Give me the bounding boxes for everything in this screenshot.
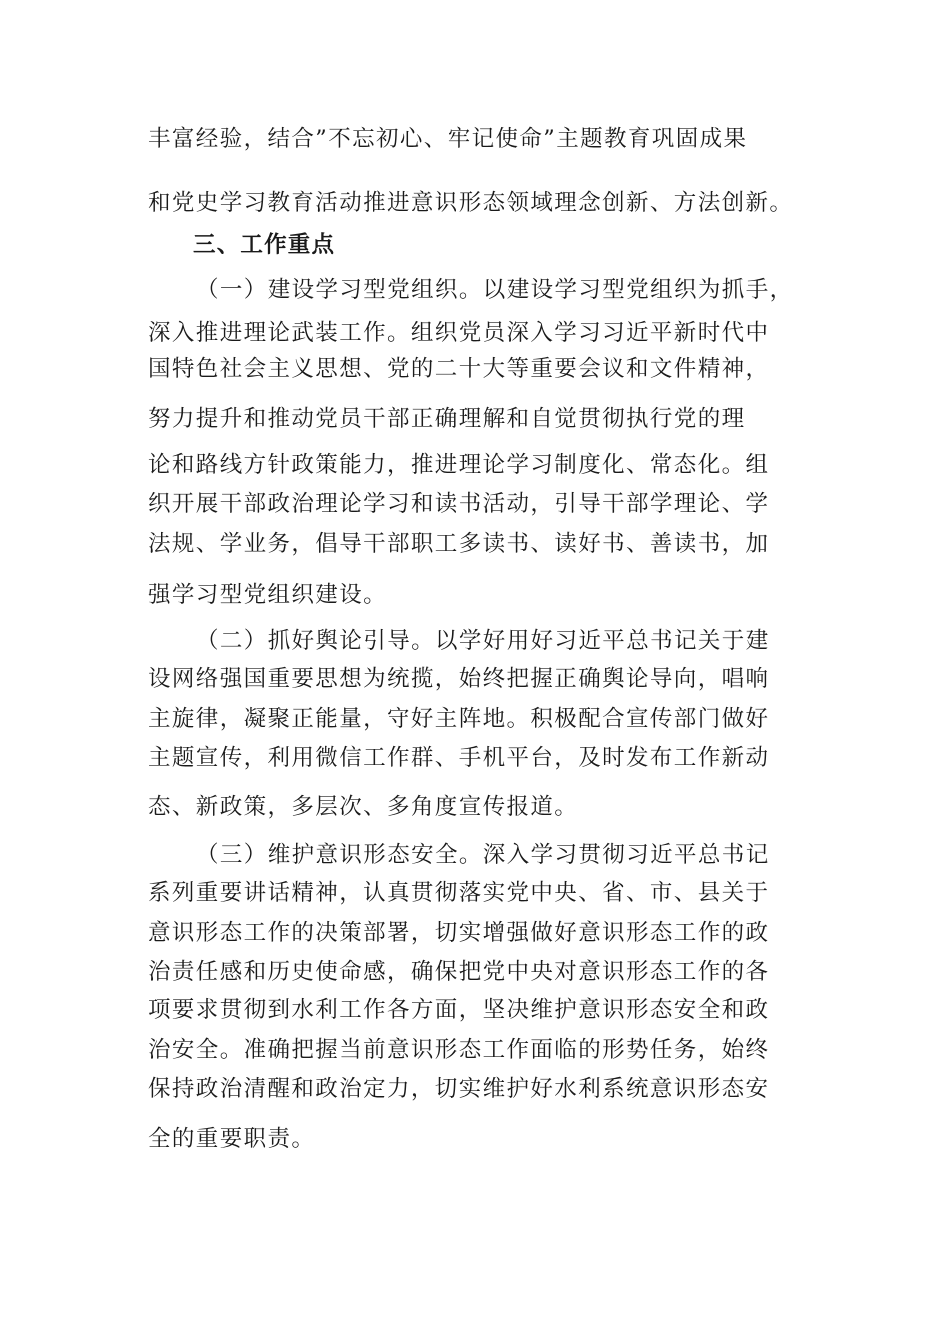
para1-line-8: 强学习型党组织建设。 [148,582,388,608]
intro-line-2: 和党史学习教育活动推进意识形态领域理念创新、方法创新。 [148,190,794,216]
para1-line-4: 努力提升和推动党员干部正确理解和自觉贯彻执行党的理 [148,406,746,432]
para3-line-7: 保持政治清醒和政治定力，切实维护好水利系统意识形态安 [148,1076,770,1102]
para2-line-3: 主旋律，凝聚正能量，守好主阵地。积极配合宣传部门做好 [148,706,770,732]
para2-line-5: 态、新政策，多层次、多角度宣传报道。 [148,794,579,820]
para2-line-2: 设网络强国重要思想为统揽，始终把握正确舆论导向，唱响 [148,666,770,692]
para1-line-7: 法规、学业务，倡导干部职工多读书、读好书、善读书，加 [148,531,770,557]
para3-line-4: 治责任感和历史使命感，确保把党中央对意识形态工作的各 [148,959,770,985]
para3-line-6: 治安全。准确把握当前意识形态工作面临的形势任务，始终 [148,1037,770,1063]
intro-line-1: 丰富经验，结合”不忘初心、牢记使命”主题教育巩固成果 [148,126,748,152]
para1-line-1: （一）建设学习型党组织。以建设学习型党组织为抓手， [196,277,794,303]
para3-line-5: 项要求贯彻到水利工作各方面，坚决维护意识形态安全和政 [148,997,770,1023]
para2-line-1: （二）抓好舆论引导。以学好用好习近平总书记关于建 [196,628,770,654]
section-heading: 三、工作重点 [193,232,336,258]
para1-line-2: 深入推进理论武装工作。组织党员深入学习习近平新时代中 [148,320,770,346]
para1-line-5: 论和路线方针政策能力，推进理论学习制度化、常态化。组 [148,452,770,478]
para3-line-1: （三）维护意识形态安全。深入学习贯彻习近平总书记 [196,842,770,868]
para1-line-6: 织开展干部政治理论学习和读书活动，引导干部学理论、学 [148,491,770,517]
para2-line-4: 主题宣传，利用微信工作群、手机平台，及时发布工作新动 [148,745,770,771]
para3-line-3: 意识形态工作的决策部署，切实增强做好意识形态工作的政 [148,920,770,946]
para3-line-2: 系列重要讲话精神，认真贯彻落实党中央、省、市、县关于 [148,880,770,906]
para3-line-8: 全的重要职责。 [148,1126,316,1152]
para1-line-3: 国特色社会主义思想、党的二十大等重要会议和文件精神， [148,356,770,382]
